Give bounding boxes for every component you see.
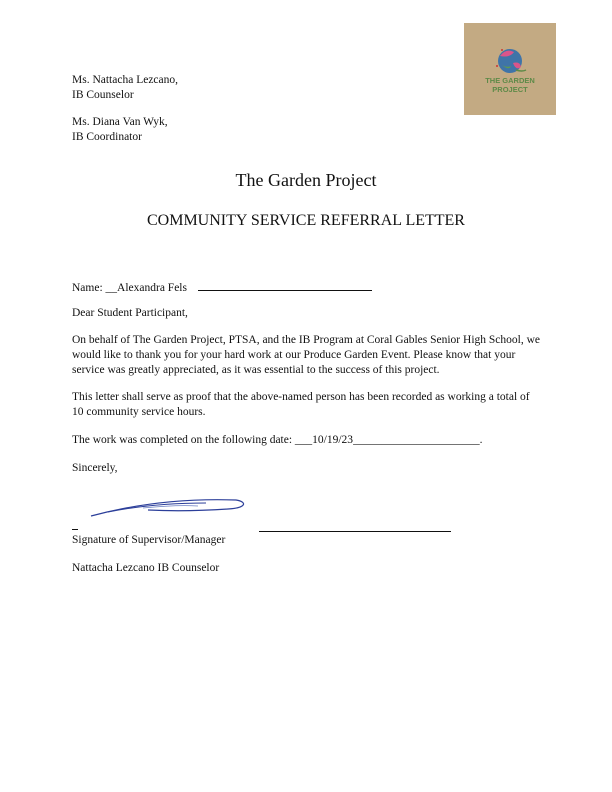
recipient-1-role: IB Counselor bbox=[72, 89, 134, 101]
name-value[interactable]: Alexandra Fels bbox=[117, 282, 187, 294]
signer-name: Nattacha Lezcano IB Counselor bbox=[72, 562, 220, 574]
recipient-2-name: Ms. Diana Van Wyk, bbox=[72, 116, 168, 128]
salutation: Dear Student Participant, bbox=[72, 307, 188, 319]
globe-logo-icon bbox=[464, 23, 556, 115]
signature-line bbox=[259, 531, 451, 532]
name-field bbox=[72, 279, 372, 296]
svg-text:PROJECT: PROJECT bbox=[492, 85, 528, 94]
recipient-1 bbox=[72, 73, 178, 103]
document-title: The Garden Project bbox=[235, 170, 377, 190]
body-paragraph-1: On behalf of The Garden Project, PTSA, and the IB Program at Coral Gables Senior High School, we would like to thank you for your hard work at our Produce Garden Event. Please know that your service was greatly appreciated, as it was essential to the success of this project. bbox=[72, 334, 540, 376]
name-prefix: __ bbox=[105, 282, 118, 294]
signature-label: Signature of Supervisor/Manager bbox=[72, 534, 226, 546]
name-underline bbox=[198, 279, 372, 291]
date-value[interactable]: 10/19/23 bbox=[312, 434, 354, 446]
date-prefix: ___ bbox=[294, 434, 313, 446]
date-suffix: ______________________. bbox=[353, 434, 483, 446]
body-paragraph-2: This letter shall serve as proof that the above-named person has been recorded as working a total of 10 community service hours. bbox=[72, 391, 530, 418]
svg-text:THE GARDEN: THE GARDEN bbox=[485, 76, 535, 85]
date-label: The work was completed on the following date: bbox=[72, 434, 293, 446]
signature-tick bbox=[72, 529, 78, 530]
recipient-2-role: IB Coordinator bbox=[72, 131, 142, 143]
recipient-1-name: Ms. Nattacha Lezcano, bbox=[72, 74, 179, 86]
garden-project-logo bbox=[464, 23, 556, 115]
date-line bbox=[72, 433, 482, 448]
document-subtitle: COMMUNITY SERVICE REFERRAL LETTER bbox=[147, 212, 465, 229]
name-label: Name: bbox=[72, 282, 103, 294]
recipient-2 bbox=[72, 115, 168, 145]
handwritten-signature bbox=[88, 494, 248, 520]
closing: Sincerely, bbox=[72, 462, 118, 474]
